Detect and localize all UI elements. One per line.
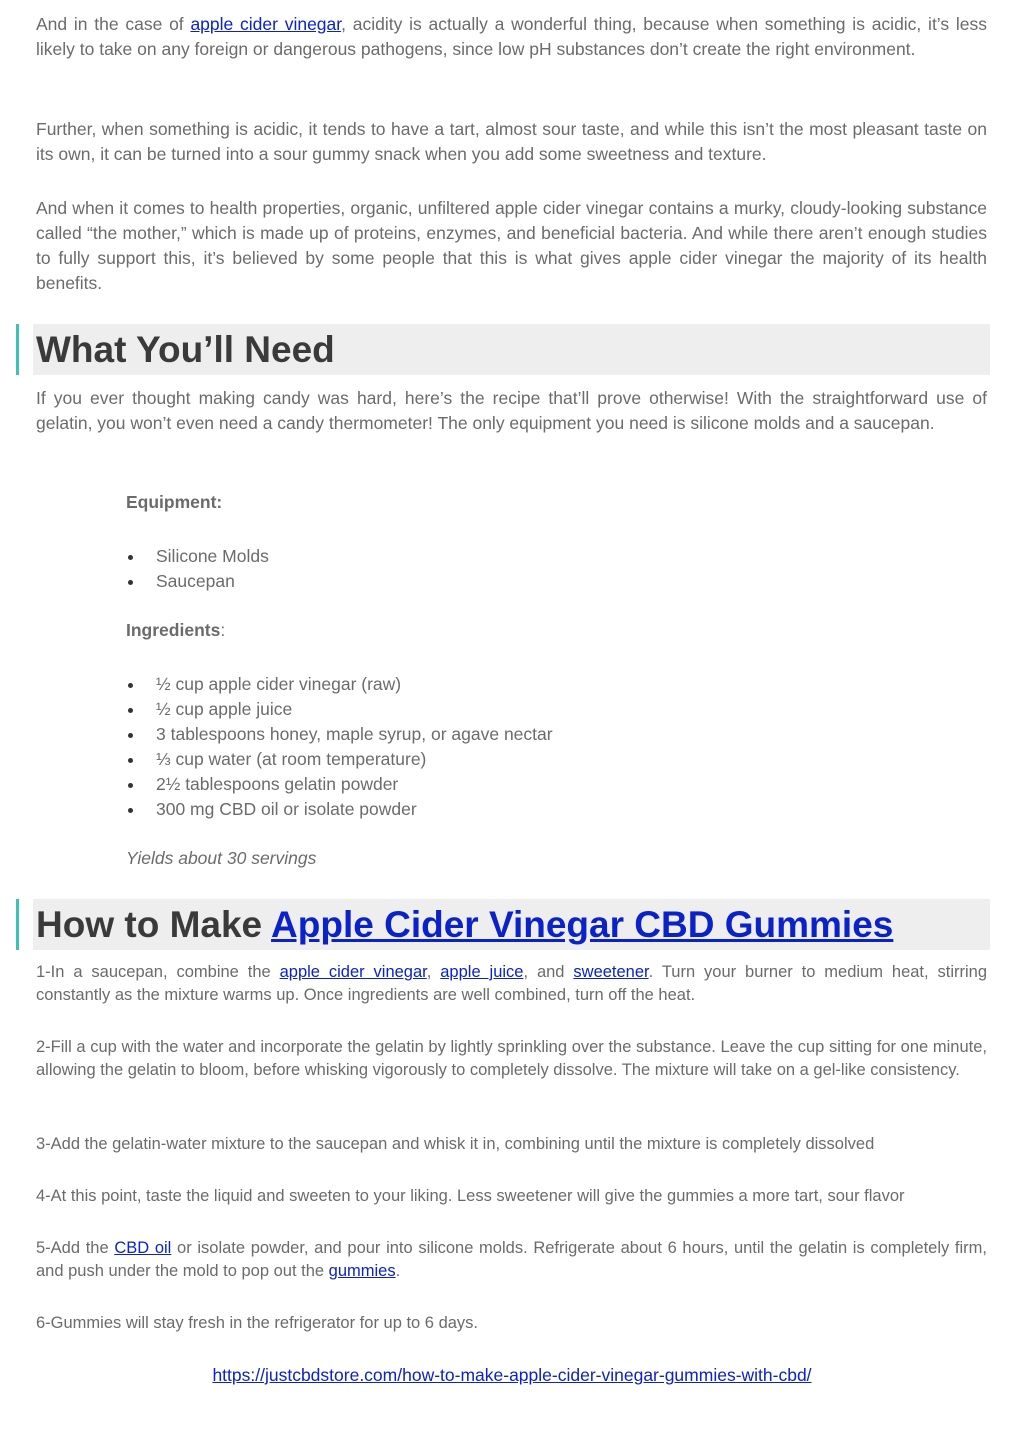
section-heading-what-youll-need	[16, 324, 990, 375]
list-item: ½ cup apple cider vinegar (raw)	[126, 672, 553, 697]
bullet-icon	[128, 758, 133, 763]
bullet-icon	[128, 808, 133, 813]
heading-accent-bar	[16, 324, 19, 375]
equipment-list	[126, 544, 269, 594]
apple-cider-vinegar-link[interactable]: apple cider vinegar	[190, 14, 342, 34]
section-heading-how-to-make	[16, 899, 990, 950]
source-url-link[interactable]: https://justcbdstore.com/how-to-make-apple-cider-vinegar-gummies-with-cbd/	[212, 1365, 812, 1385]
list-item: 3 tablespoons honey, maple syrup, or agave nectar	[126, 722, 553, 747]
bullet-icon	[128, 708, 133, 713]
step-4: 4-At this point, taste the liquid and sweeten to your liking. Less sweetener will give the gummies a more tart, sour flavor	[36, 1187, 905, 1205]
intro-paragraph-1	[36, 12, 987, 62]
bullet-icon	[128, 555, 133, 560]
apple-cider-vinegar-link[interactable]: apple cider vinegar	[279, 963, 427, 981]
source-url-container	[0, 1363, 1024, 1388]
apple-juice-link[interactable]: apple juice	[440, 963, 524, 981]
step-6: 6-Gummies will stay fresh in the refrigerator for up to 6 days.	[36, 1314, 479, 1332]
acv-cbd-gummies-link[interactable]: Apple Cider Vinegar CBD Gummies	[271, 904, 894, 945]
intro-paragraph-2: Further, when something is acidic, it tends to have a tart, almost sour taste, and while this isn’t the most pleasant taste on its own, it can be turned into a sour gummy snack when you add some sweetness and texture.	[36, 119, 987, 164]
heading-accent-bar	[16, 899, 19, 950]
intro-p1-text-pre: And in the case of	[36, 14, 191, 34]
section-title: What You’ll Need	[36, 329, 335, 370]
step-5: 5-Add the CBD oil or isolate powder, and pour into silicone molds. Refrigerate about 6 hours, until the gelatin is completely firm, and push under the mold to pop out the gummies.	[36, 1239, 987, 1280]
sweetener-link[interactable]: sweetener	[573, 963, 649, 981]
ingredients-label: Ingredients:	[126, 620, 226, 640]
intro-p1-text-post: , acidity is actually a wonderful thing, because when something is acidic, it’s less likely to take on any foreign or dangerous pathogens, since low pH substances don’t create the right environment.	[36, 14, 988, 59]
list-item: Silicone Molds	[126, 544, 269, 569]
bullet-icon	[128, 733, 133, 738]
bullet-icon	[128, 683, 133, 688]
gummies-link[interactable]: gummies	[328, 1262, 396, 1280]
bullet-icon	[128, 580, 133, 585]
list-item: 2½ tablespoons gelatin powder	[126, 772, 553, 797]
list-item: 300 mg CBD oil or isolate powder	[126, 797, 553, 822]
step-1: 1-In a saucepan, combine the apple cider vinegar, apple juice, and sweetener. Turn your burner to medium heat, stirring constantly as the mixture warms up. Once ingredients are well combined, turn off the heat.	[36, 963, 988, 1004]
list-item: Saucepan	[126, 569, 269, 594]
ingredients-list	[126, 672, 553, 822]
list-item: ½ cup apple juice	[126, 697, 553, 722]
section1-intro: If you ever thought making candy was hard, here’s the recipe that’ll prove otherwise! With the straightforward use of gelatin, you won’t even need a candy thermometer! The only equipment you need is silicone molds and a saucepan.	[36, 388, 987, 433]
cbd-oil-link[interactable]: CBD oil	[114, 1239, 172, 1257]
intro-paragraph-3: And when it comes to health properties, organic, unfiltered apple cider vinegar contains a murky, cloudy-looking substance called “the mother,” which is made up of proteins, enzymes, and beneficial bacteria. And while there aren’t enough studies to fully support this, it’s believed by some people that this is what gives apple cider vinegar the majority of its health benefits.	[36, 198, 987, 293]
step-3: 3-Add the gelatin-water mixture to the saucepan and whisk it in, combining until the mixture is completely dissolved	[36, 1135, 875, 1153]
yields-note: Yields about 30 servings	[126, 848, 317, 868]
section-title: How to Make Apple Cider Vinegar CBD Gummies	[36, 904, 894, 945]
step-2: 2-Fill a cup with the water and incorporate the gelatin by lightly sprinkling over the substance. Leave the cup sitting for one minute, allowing the gelatin to bloom, before whisking vigorously to completely dissolve. The mixture will take on a gel-like consistency.	[36, 1038, 987, 1079]
list-item: ⅓ cup water (at room temperature)	[126, 747, 553, 772]
bullet-icon	[128, 783, 133, 788]
equipment-label: Equipment:	[126, 492, 223, 512]
